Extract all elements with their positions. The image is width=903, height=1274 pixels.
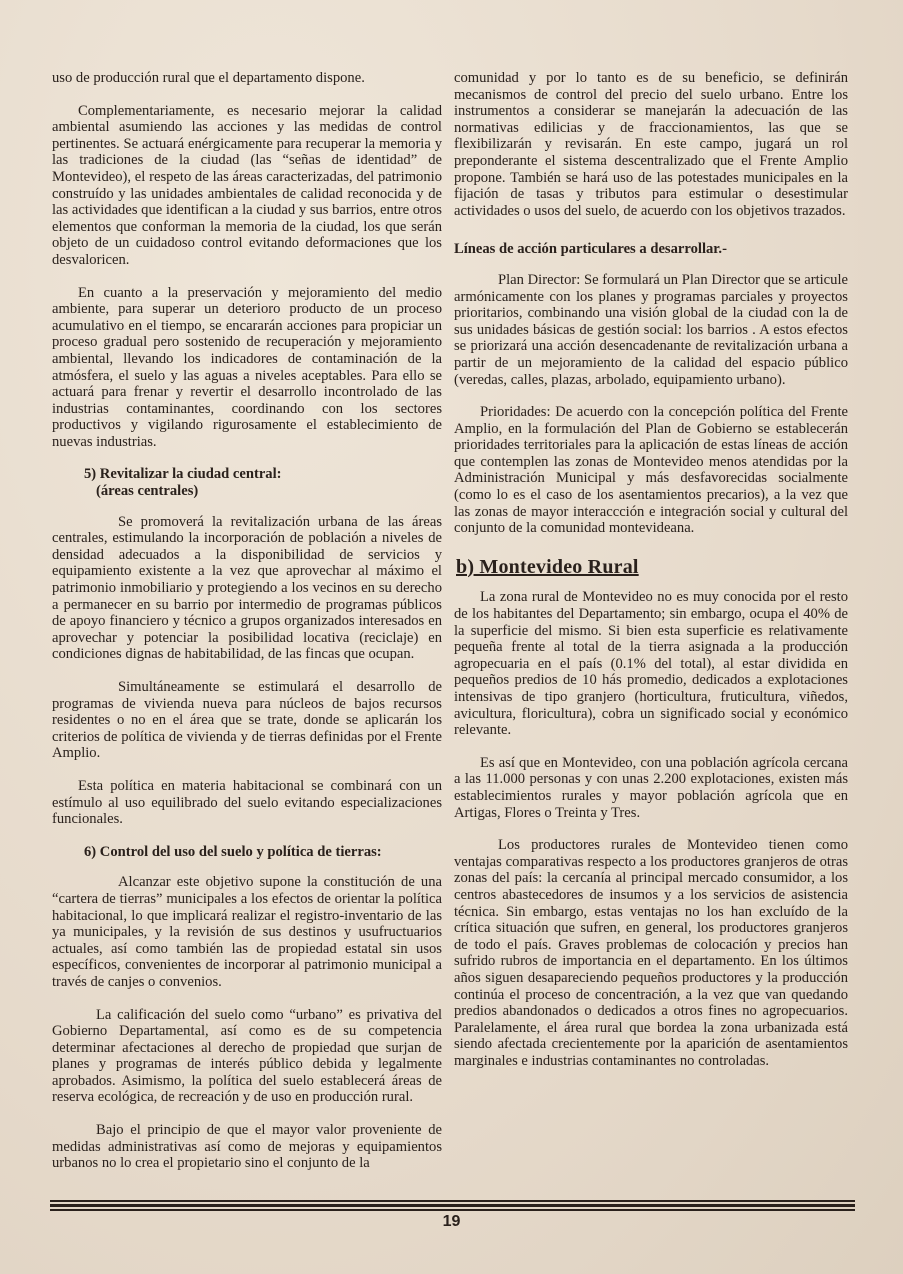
paragraph: La zona rural de Montevideo no es muy conocida por el resto de los habitantes del Departamento; sin embargo, ocupa el 40% de la superficie del mismo. Si bien esta superficie es relativamente pequeña frente al total de la tierra asignada a la producción agropecuaria en el país (0.1% del total), al estar dividida en pequeños predios de 10 hás promedio, dedicados a explotaciones intensivas de tipo granjero (horticultura, fruticultura, viñedos, avicultura, floricultura), cobra un significado social y económico relevante. [454,589,848,739]
paragraph: Plan Director: Se formulará un Plan Director que se articule armónicamente con los planes y programas parciales y proyectos prioritarios, combinando una visión global de la ciudad con la de sus unidades básicas de gestión social: los barrios . A estos efectos se priorizará una acción desencadenante de revitalización urbana a partir de un mejoramiento de la calidad del espacio público (veredas, calles, plazas, arbolado, equipamiento urbano). [454,271,848,388]
subsection-heading: Líneas de acción particulares a desarrollar.- [454,241,727,258]
right-column [454,70,848,1085]
section-heading-5 [52,466,442,499]
section-heading-6: 6) Control del uso del suelo y política de tierras: [84,843,382,860]
heading-line: 5) Revitalizar la ciudad central: [84,466,282,483]
paragraph: En cuanto a la preservación y mejoramiento del medio ambiente, para superar un deterioro producto de un proceso acumulativo en el tiempo, se encararán acciones para propiciar un proceso gradual pero sostenido de recuperación y mejoramiento ambiental, llevando los indicadores de contaminación de la atmósfera, el suelo y las aguas a niveles aceptables. Para ello se actuará para frenar y revertir el desarrollo incontrolado de las industrias contaminantes, coordinando con los sectores productivos y vigilando rigurosamente el establecimiento de nuevas industrias. [52,284,442,450]
paragraph: Los productores rurales de Montevideo tienen como ventajas comparativas respecto a los productores granjeros de otras zonas del país: la cercanía al principal mercado consumidor, a los centros abastecedores de insumos y a los servicios de asistencia técnica. Sin embargo, estas ventajas no los han excluído de la crítica situación que sufren, en general, los productores granjeros de todo el país. Graves problemas de colocación y precios han sufrido rubros de importancia en el departamento. En los últimos años siguen desapareciendo pequeños productores y la producción continúa el proceso de concentración, a la vez que van quedando predios abandonados o dedicados a otros fines no agropecuarios. Paralelamente, el área rural que bordea la zona urbanizada está siendo afectada crecientemente por la aparición de asentamientos marginales e industrias contaminantes no controladas. [454,837,848,1069]
rule-line [50,1209,855,1211]
paragraph: Es así que en Montevideo, con una población agrícola cercana a las 11.000 personas y con unas 2.200 explotaciones, existen más establecimientos rurales y mayor población agrícola que en Artigas, Flores o Treinta y Tres. [454,754,848,821]
page-number: 19 [442,1213,461,1230]
paragraph: uso de producción rural que el departamento dispone. [52,70,365,86]
rule-line [50,1200,855,1202]
rule-line [50,1204,855,1207]
paragraph: Simultáneamente se estimulará el desarrollo de programas de vivienda nueva para núcleos de bajos recursos residentes o no en el área que se trate, donde se aplicarán los criterios de política de vivienda y de tierras definidas por el Frente Amplio. [52,679,442,762]
paragraph: comunidad y por lo tanto es de su beneficio, se definirán mecanismos de control del precio del suelo urbano. Entre los instrumentos a considerar se manejarán la adecuación de las normativas edilicias y de fraccionamientos, las que se flexibilizarán y revisarán. En este campo, jugará un rol preponderante el sistema descentralizado que el Frente Amplio propone. También se hará uso de las potestades municipales en la fijación de tasas y tributos para estimular o desestimular actividades o usos del suelo, de acuerdo con los objetivos trazados. [454,70,848,219]
heading-subline: (áreas centrales) [96,483,199,500]
paragraph: Complementariamente, es necesario mejorar la calidad ambiental asumiendo las acciones y las medidas de control pertinentes. Se actuará enérgicamente para recuperar la memoria y las tradiciones de la ciudad (las “señas de identidad” de Montevideo), el respeto de las áreas caracterizadas, del patrimonio construído y las unidades ambientales de calidad reconocida y de las actividades que identifican a la ciudad y sus barrios, entre otros elementos que conforman la memoria de la ciudad, los que serán objeto de un cuidadoso control evitando deformaciones que los desvaloricen. [52,102,442,268]
left-column [52,70,442,1188]
paragraph: Alcanzar este objetivo supone la constitución de una “cartera de tierras” municipales a los efectos de orientar la política habitacional, lo que implicará realizar el registro-inventario de las ya municipales, y la revisión de sus destinos y usufructuarios actuales, así como también las de propiedad estatal sin usos específicos, convenientes de incorporar al patrimonio municipal a través de canjes o convenios. [52,874,442,990]
paragraph: Bajo el principio de que el mayor valor proveniente de medidas administrativas así como de mejoras y equipamientos urbanos no lo crea el propietario sino el conjunto de la [52,1122,442,1172]
paragraph: Prioridades: De acuerdo con la concepción política del Frente Amplio, en la formulación del Plan de Gobierno se establecerán prioridades territoriales para la aplicación de estas líneas de acción que contemplen las zonas de Montevideo menos atendidas por la Administración Municipal y más desfavorecidas socialmente (como lo es el caso de los asentamientos precarios), a la vez que las zonas de mayor interaccción e integración social y cultural del conjunto de la comunidad montevideana. [454,404,848,537]
footer-rule [50,1200,855,1213]
paragraph: Esta política en materia habitacional se combinará con un estímulo al uso equilibrado del suelo evitando especializaciones funcionales. [52,777,442,828]
section-title: b) Montevideo Rural [456,555,639,578]
paragraph: Se promoverá la revitalización urbana de las áreas centrales, estimulando la incorporación de población a niveles de densidad adecuados a la disponibilidad de servicios y equipamiento existente a la vez que aprovechar al máximo el patrimonio inmobiliario y protegiendo a los vecinos en su derecho a permanecer en su barrio por intermedio de programas públicos de apoyo financiero y técnico a grupos organizados interesados en aprovechar y potenciar la posibilidad locativa (reciclaje) en condiciones dignas de habitabilidad, de las fincas que ocupan. [52,513,442,663]
paragraph: La calificación del suelo como “urbano” es privativa del Gobierno Departamental, así como es de su competencia determinar afectaciones al derecho de propiedad que surjan de planes y programas de interés público debida y legalmente aprobados. Asimismo, la política del suelo establecerá áreas de reserva ecológica, de recreación y de uso en producción rural. [52,1006,442,1106]
